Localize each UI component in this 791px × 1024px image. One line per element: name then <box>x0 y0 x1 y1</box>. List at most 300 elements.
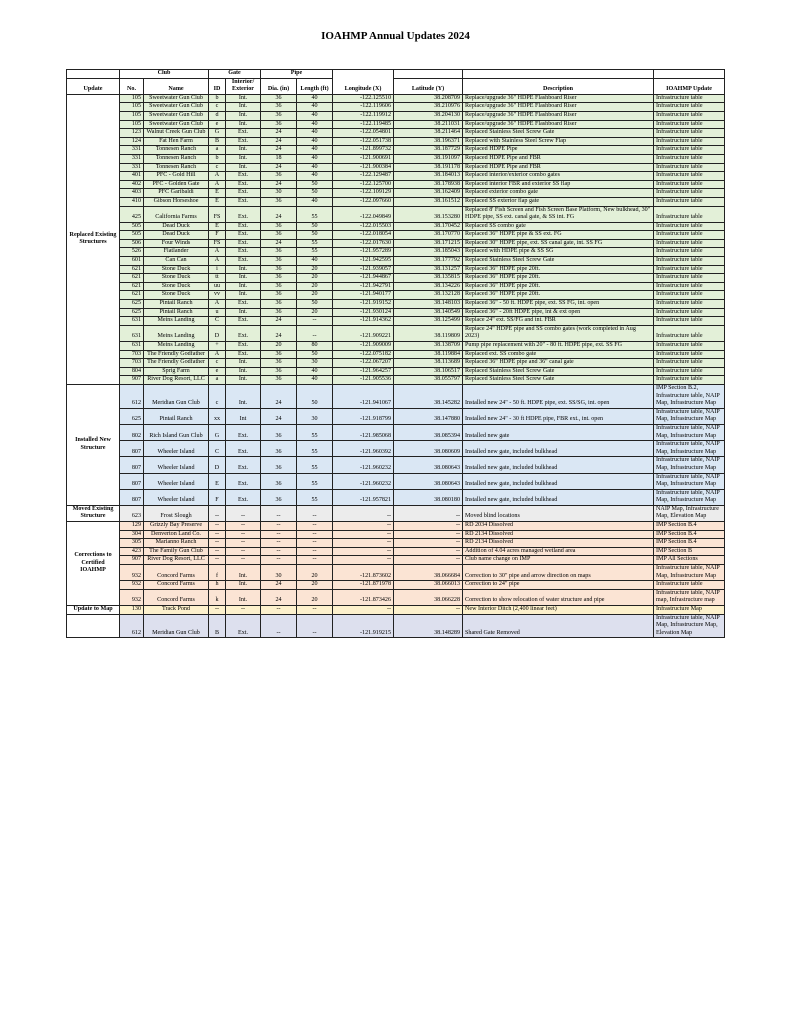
longitude-cell: -121.919215 <box>333 614 394 638</box>
gate-id-cell: -- <box>209 505 226 521</box>
latitude-cell: 38.085394 <box>394 424 463 440</box>
description-cell: Replaced HDPE Pipe and FBR <box>463 154 654 163</box>
gate-id-cell: A <box>209 248 226 257</box>
pipe-dia-cell: 36 <box>261 111 297 120</box>
club-name-cell: The Friendly Godfather <box>144 350 209 359</box>
gate-id-cell: e <box>209 120 226 129</box>
pipe-length-cell: 40 <box>297 137 333 146</box>
pipe-dia-cell: 36 <box>261 103 297 112</box>
latitude-cell: 38.134226 <box>394 282 463 291</box>
club-name-cell: Stone Duck <box>144 291 209 300</box>
description-cell: Replaced 36" HDPE pipe 20ft. <box>463 282 654 291</box>
gate-int-ext-cell: Ext. <box>226 206 261 222</box>
table-row <box>67 408 725 424</box>
latitude-cell: -- <box>394 522 463 531</box>
table-row <box>67 146 725 155</box>
longitude-cell: -121.918799 <box>333 408 394 424</box>
description-cell: RD 2134 Dissolved <box>463 539 654 548</box>
description-cell: Installed new gate, included bulkhead <box>463 457 654 473</box>
club-name-cell: California Farms <box>144 206 209 222</box>
club-no-cell: 807 <box>120 441 144 457</box>
table-row <box>67 317 725 326</box>
latitude-cell: 38.140549 <box>394 308 463 317</box>
gate-int-ext-cell: Int. <box>226 589 261 605</box>
gate-int-ext-cell: Int. <box>226 367 261 376</box>
longitude-cell: -122.018054 <box>333 231 394 240</box>
table-row <box>67 257 725 266</box>
longitude-cell: -122.075182 <box>333 350 394 359</box>
pipe-dia-cell: 24 <box>261 408 297 424</box>
latitude-cell: 38.210976 <box>394 103 463 112</box>
gate-int-ext-cell: Ext. <box>226 129 261 138</box>
longitude-cell: -121.941067 <box>333 384 394 408</box>
gate-int-ext-cell: Ext. <box>226 137 261 146</box>
latitude-cell: 38.148103 <box>394 300 463 309</box>
club-name-cell: Stone Duck <box>144 265 209 274</box>
gate-int-ext-cell: Ext. <box>226 172 261 181</box>
ioahmp-update-cell: Infrastructure table <box>654 163 725 172</box>
club-no-cell: 105 <box>120 94 144 103</box>
club-name-cell: Sweetwater Gun Club <box>144 94 209 103</box>
gate-id-cell: e <box>209 367 226 376</box>
latitude-cell: 38.184013 <box>394 172 463 181</box>
club-no-cell: 331 <box>120 146 144 155</box>
description-cell: Replaced Stainless Steel Screw Gate <box>463 257 654 266</box>
gate-int-ext-cell: Ext. <box>226 441 261 457</box>
gate-int-ext-cell: -- <box>226 505 261 521</box>
update-group-label: Replaced Existing Structures <box>67 94 120 384</box>
club-name-cell: Pintail Ranch <box>144 308 209 317</box>
description-cell: RD 2134 Dissolved <box>463 530 654 539</box>
description-cell: RD 2034 Dissolved <box>463 522 654 531</box>
club-no-cell: 130 <box>120 606 144 615</box>
table-row <box>67 282 725 291</box>
longitude-cell: -- <box>333 539 394 548</box>
club-name-cell: Wheeler Island <box>144 441 209 457</box>
latitude-cell: 38.191097 <box>394 154 463 163</box>
longitude-cell: -121.873602 <box>333 565 394 581</box>
latitude-cell: -- <box>394 556 463 565</box>
pipe-dia-cell: 36 <box>261 376 297 385</box>
club-no-cell: 105 <box>120 120 144 129</box>
longitude-cell: -122.109129 <box>333 189 394 198</box>
pipe-length-cell: -- <box>297 614 333 638</box>
latitude-cell: 38.055797 <box>394 376 463 385</box>
pipe-dia-cell: 30 <box>261 565 297 581</box>
gate-int-ext-cell: Int. <box>226 282 261 291</box>
ioahmp-update-cell: Infrastructure table <box>654 120 725 129</box>
description-cell: Installed new gate <box>463 424 654 440</box>
club-no-cell: 631 <box>120 342 144 351</box>
ioahmp-update-cell: Infrastructure table <box>654 189 725 198</box>
longitude-cell: -122.129487 <box>333 172 394 181</box>
club-header: Club <box>120 70 209 79</box>
gate-id-cell: A <box>209 172 226 181</box>
latitude-cell: 38.187729 <box>394 146 463 155</box>
club-name-cell: Concord Farms <box>144 565 209 581</box>
longitude-cell: -122.017630 <box>333 239 394 248</box>
ioahmp-update-cell: Infrastructure table <box>654 172 725 181</box>
club-name-cell: Wheeler Island <box>144 473 209 489</box>
gate-int-ext-cell: Int. <box>226 103 261 112</box>
longitude-cell: -122.015503 <box>333 222 394 231</box>
longitude-cell: -121.942595 <box>333 257 394 266</box>
club-name-cell: Pintail Ranch <box>144 408 209 424</box>
latitude-cell: 38.119809 <box>394 325 463 341</box>
ioahmp-update-cell: Infrastructure table <box>654 146 725 155</box>
club-name-cell: River Dog Resort, LLC <box>144 376 209 385</box>
ioahmp-update-cell: IMP Section B.4 <box>654 530 725 539</box>
gate-id-cell: c <box>209 163 226 172</box>
pipe-dia-cell: 18 <box>261 154 297 163</box>
pipe-length-cell: -- <box>297 556 333 565</box>
pipe-dia-cell: 36 <box>261 120 297 129</box>
gate-id-cell: + <box>209 342 226 351</box>
ioahmp-update-cell: Infrastructure table <box>654 239 725 248</box>
latitude-cell: 38.080643 <box>394 473 463 489</box>
latitude-cell: 38.106517 <box>394 367 463 376</box>
table-row <box>67 581 725 590</box>
table-row <box>67 231 725 240</box>
description-cell: Club name change on IMP <box>463 556 654 565</box>
ioahmp-update-cell: Infrastructure table <box>654 231 725 240</box>
table-row <box>67 424 725 440</box>
gate-id-cell: c <box>209 384 226 408</box>
club-name-cell: Sweetwater Gun Club <box>144 111 209 120</box>
pipe-length-cell: 40 <box>297 376 333 385</box>
gate-id-cell: -- <box>209 530 226 539</box>
pipe-dia-cell: 36 <box>261 257 297 266</box>
gate-int-ext-cell: Ext. <box>226 300 261 309</box>
gate-int-ext-cell: Int. <box>226 265 261 274</box>
club-no-cell: 410 <box>120 197 144 206</box>
gate-int-ext-cell: Int. <box>226 163 261 172</box>
gate-id-cell: d <box>209 111 226 120</box>
description-cell: Replaced 36" HDPE pipe 20ft. <box>463 291 654 300</box>
gate-int-ext-cell: Ext. <box>226 350 261 359</box>
club-name-cell: Denverton Land Co. <box>144 530 209 539</box>
gate-int-ext-cell: Ext. <box>226 614 261 638</box>
header-row-2 <box>67 78 725 94</box>
gate-int-ext-cell: Ext. <box>226 248 261 257</box>
club-no-cell: 907 <box>120 556 144 565</box>
table-row <box>67 606 725 615</box>
gate-int-ext-cell: Ext. <box>226 317 261 326</box>
pipe-length-cell: 20 <box>297 565 333 581</box>
description-cell: Installed new gate, included bulkhead <box>463 441 654 457</box>
longitude-cell: -122.119912 <box>333 111 394 120</box>
club-name-cell: Pintail Ranch <box>144 300 209 309</box>
longitude-cell: -122.125510 <box>333 94 394 103</box>
ioahmp-update-cell: Infrastructure table <box>654 342 725 351</box>
pipe-dia-cell: 36 <box>261 300 297 309</box>
pipe-length-cell: 30 <box>297 359 333 368</box>
club-name-cell: Flatlander <box>144 248 209 257</box>
longitude-cell: -121.909221 <box>333 325 394 341</box>
club-name-cell: The Family Gun Club <box>144 547 209 556</box>
longitude-cell: -- <box>333 556 394 565</box>
club-name-cell: Meridian Gun Club <box>144 384 209 408</box>
ioahmp-update-cell: Infrastructure table <box>654 317 725 326</box>
gate-int-ext-cell: -- <box>226 530 261 539</box>
ioahmp-update-cell: IMP Section B.4 <box>654 539 725 548</box>
club-name-cell: Tonnesen Ranch <box>144 146 209 155</box>
club-name-cell: River Dog Resort, LLC <box>144 556 209 565</box>
gate-int-ext-cell: Ext. <box>226 457 261 473</box>
ioahmp-update-cell: Infrastructure table <box>654 257 725 266</box>
ioahmp-update-cell: Infrastructure table <box>654 282 725 291</box>
latitude-cell: 38.153280 <box>394 206 463 222</box>
update-group-label: Installed New Structure <box>67 384 120 505</box>
ioahmp-update-cell: Infrastructure table <box>654 180 725 189</box>
club-name-cell: Sweetwater Gun Club <box>144 103 209 112</box>
pipe-dia-cell: -- <box>261 522 297 531</box>
pipe-dia-cell: 36 <box>261 457 297 473</box>
club-name-cell: Concord Farms <box>144 581 209 590</box>
pipe-dia-cell: 24 <box>261 239 297 248</box>
description-header: Description <box>463 78 654 94</box>
latitude-cell: -- <box>394 606 463 615</box>
pipe-length-cell: 40 <box>297 163 333 172</box>
blank-header <box>463 70 654 79</box>
header-row-1 <box>67 70 725 79</box>
ioahmp-update-cell: Infrastructure table <box>654 265 725 274</box>
gate-id-cell: uu <box>209 282 226 291</box>
table-row <box>67 473 725 489</box>
pipe-length-cell: -- <box>297 606 333 615</box>
longitude-cell: -122.119485 <box>333 120 394 129</box>
id-header: ID <box>209 78 226 94</box>
gate-id-cell: B <box>209 137 226 146</box>
longitude-cell: -121.944867 <box>333 274 394 283</box>
description-cell: Replaced with Stainless Steel Screw Flap <box>463 137 654 146</box>
pipe-length-cell: 40 <box>297 197 333 206</box>
table-row <box>67 239 725 248</box>
club-no-cell: 612 <box>120 384 144 408</box>
gate-id-cell: h <box>209 581 226 590</box>
latitude-cell: 38.080643 <box>394 457 463 473</box>
club-no-cell: 631 <box>120 317 144 326</box>
pipe-length-cell: 20 <box>297 265 333 274</box>
description-cell: Replaced Stainless Steel Screw Gate <box>463 367 654 376</box>
table-row <box>67 120 725 129</box>
table-row <box>67 172 725 181</box>
latitude-cell: 38.177792 <box>394 257 463 266</box>
gate-id-cell: D <box>209 325 226 341</box>
table-row <box>67 180 725 189</box>
longitude-cell: -- <box>333 522 394 531</box>
latitude-cell: 38.132128 <box>394 291 463 300</box>
latitude-cell: 38.113689 <box>394 359 463 368</box>
gate-int-ext-cell: Ext. <box>226 222 261 231</box>
longitude-cell: -121.905536 <box>333 376 394 385</box>
blank-header <box>394 70 463 79</box>
table-row <box>67 441 725 457</box>
club-name-cell: Can Can <box>144 257 209 266</box>
description-cell: New Interior Ditch (2,400 linear feet) <box>463 606 654 615</box>
pipe-length-cell: -- <box>297 317 333 326</box>
latitude-cell: 38.196371 <box>394 137 463 146</box>
pipe-length-cell: 50 <box>297 189 333 198</box>
description-cell: Replaced 8' Fish Screen and Fish Screen Base Platform, New bulkhead, 30" HDPE pipe, SS ext. canal gate, & SS int. FG <box>463 206 654 222</box>
pipe-dia-cell: 36 <box>261 350 297 359</box>
longitude-cell: -121.899732 <box>333 146 394 155</box>
gate-id-cell: tt <box>209 274 226 283</box>
pipe-dia-cell: 24 <box>261 180 297 189</box>
gate-id-cell: -- <box>209 539 226 548</box>
ioahmp-update-cell: Infrastructure table, NAIP Map, Infrastructure Map <box>654 441 725 457</box>
description-cell: Replaced interior/exterior combo gates <box>463 172 654 181</box>
ioahmp-update-cell: Infrastructure table <box>654 197 725 206</box>
ioahmp-update-cell: IMP Section B.2, Infrastructure table, NAIP Map, Infrastructure Map <box>654 384 725 408</box>
gate-id-cell: A <box>209 350 226 359</box>
club-no-cell: 506 <box>120 239 144 248</box>
latitude-header: Latitude (Y) <box>394 78 463 94</box>
club-no-cell: 703 <box>120 359 144 368</box>
latitude-cell: 38.185043 <box>394 248 463 257</box>
update-header: Update <box>67 78 120 94</box>
gate-int-ext-cell: Ext. <box>226 257 261 266</box>
club-no-cell: 601 <box>120 257 144 266</box>
gate-id-cell: k <box>209 589 226 605</box>
pipe-length-cell: 80 <box>297 342 333 351</box>
club-name-cell: Gibson Horseshoe <box>144 197 209 206</box>
table-row <box>67 154 725 163</box>
longitude-cell: -122.119606 <box>333 103 394 112</box>
table-row <box>67 248 725 257</box>
ioahmp-update-cell: Infrastructure table <box>654 103 725 112</box>
pipe-length-cell: 55 <box>297 457 333 473</box>
pipe-dia-cell: -- <box>261 556 297 565</box>
table-row <box>67 489 725 505</box>
gate-id-cell: c <box>209 359 226 368</box>
ioahmp-update-header: IOAHMP Update <box>654 78 725 94</box>
ioahmp-update-cell: Infrastructure table <box>654 325 725 341</box>
table-row <box>67 189 725 198</box>
gate-id-cell: E <box>209 189 226 198</box>
pipe-dia-cell: 36 <box>261 197 297 206</box>
pipe-dia-cell: 36 <box>261 172 297 181</box>
longitude-cell: -121.940177 <box>333 291 394 300</box>
gate-id-cell: c <box>209 103 226 112</box>
ioahmp-update-cell: Infrastructure table <box>654 94 725 103</box>
pipe-dia-cell: 24 <box>261 581 297 590</box>
latitude-cell: 38.135815 <box>394 274 463 283</box>
club-name-cell: PFC Garibaldi <box>144 189 209 198</box>
pipe-length-cell: 20 <box>297 282 333 291</box>
club-no-cell: 305 <box>120 539 144 548</box>
longitude-cell: -121.900691 <box>333 154 394 163</box>
club-name-cell: Marianno Ranch <box>144 539 209 548</box>
club-name-cell: Wheeler Island <box>144 457 209 473</box>
description-cell: Replaced SS combo gate <box>463 222 654 231</box>
pipe-length-cell: 50 <box>297 222 333 231</box>
table-row <box>67 614 725 638</box>
table-row <box>67 291 725 300</box>
ioahmp-update-cell: IMP Section B.4 <box>654 522 725 531</box>
pipe-dia-cell: 36 <box>261 308 297 317</box>
description-cell: Replace 24" ext. SS/FG and int. FBR <box>463 317 654 326</box>
pipe-dia-cell: 24 <box>261 146 297 155</box>
ioahmp-update-cell: Infrastructure table, NAIP Map, Infrastructure Map <box>654 565 725 581</box>
pipe-length-cell: 40 <box>297 94 333 103</box>
table-row <box>67 274 725 283</box>
club-no-cell: 423 <box>120 547 144 556</box>
gate-id-cell: b <box>209 94 226 103</box>
club-name-cell: The Friendly Godfather <box>144 359 209 368</box>
club-no-cell: 623 <box>120 505 144 521</box>
description-cell: Installed new gate, included bulkhead <box>463 489 654 505</box>
latitude-cell: 38.147880 <box>394 408 463 424</box>
pipe-length-cell: 40 <box>297 103 333 112</box>
club-no-cell: 124 <box>120 137 144 146</box>
table-row <box>67 547 725 556</box>
gate-int-ext-cell: Ext. <box>226 197 261 206</box>
pipe-length-cell: 50 <box>297 384 333 408</box>
club-name-cell: Four Winds <box>144 239 209 248</box>
pipe-length-cell: 55 <box>297 239 333 248</box>
description-cell: Installed new gate, included bulkhead <box>463 473 654 489</box>
dia-header: Dia. (in) <box>261 78 297 94</box>
club-name-cell: Meins Landing <box>144 325 209 341</box>
table-row <box>67 308 725 317</box>
pipe-length-cell: -- <box>297 539 333 548</box>
pipe-dia-cell: -- <box>261 614 297 638</box>
club-name-cell: Sprig Farm <box>144 367 209 376</box>
club-no-cell: 625 <box>120 300 144 309</box>
longitude-cell: -122.049849 <box>333 206 394 222</box>
description-cell: Replaced 36" HDPE pipe 20ft. <box>463 265 654 274</box>
latitude-cell: 38.066013 <box>394 581 463 590</box>
table-row <box>67 457 725 473</box>
interior-exterior-header: Interior/ Exterior <box>226 78 261 94</box>
ioahmp-update-cell: Infrastructure table <box>654 308 725 317</box>
pipe-dia-cell: 30 <box>261 189 297 198</box>
description-cell: Replaced interior FBR and exterior SS flap <box>463 180 654 189</box>
latitude-cell: 38.080180 <box>394 489 463 505</box>
description-cell: Replaced 36" - 50 ft. HDPE pipe, ext. SS FG, int. open <box>463 300 654 309</box>
pipe-length-cell: -- <box>297 547 333 556</box>
ioahmp-update-cell: IMP All Sections <box>654 556 725 565</box>
longitude-cell: -122.054801 <box>333 129 394 138</box>
pipe-length-cell: 40 <box>297 154 333 163</box>
club-name-cell: Meins Landing <box>144 317 209 326</box>
longitude-cell: -121.914362 <box>333 317 394 326</box>
gate-int-ext-cell: Ext. <box>226 231 261 240</box>
description-cell: Correction to 30" pipe and arrow direction on maps <box>463 565 654 581</box>
no-header: No. <box>120 78 144 94</box>
description-cell: Replaced 30" HDPE pipe, ext. SS canal gate, int. SS FG <box>463 239 654 248</box>
club-name-cell: Sweetwater Gun Club <box>144 120 209 129</box>
club-no-cell: 123 <box>120 129 144 138</box>
gate-int-ext-cell: -- <box>226 556 261 565</box>
club-no-cell: 505 <box>120 231 144 240</box>
gate-id-cell: B <box>209 614 226 638</box>
table-row <box>67 94 725 103</box>
club-no-cell: 425 <box>120 206 144 222</box>
table-row <box>67 137 725 146</box>
latitude-cell: 38.211031 <box>394 120 463 129</box>
gate-id-cell: C <box>209 441 226 457</box>
longitude-cell: -121.985068 <box>333 424 394 440</box>
description-cell: Replace/upgrade 36" HDPE Flashboard Riser <box>463 94 654 103</box>
pipe-length-cell: 55 <box>297 206 333 222</box>
club-name-cell: Rich Island Gun Club <box>144 424 209 440</box>
club-name-cell: Grizzly Bay Preserve <box>144 522 209 531</box>
table-row <box>67 206 725 222</box>
club-no-cell: 807 <box>120 473 144 489</box>
pipe-dia-cell: 36 <box>261 291 297 300</box>
